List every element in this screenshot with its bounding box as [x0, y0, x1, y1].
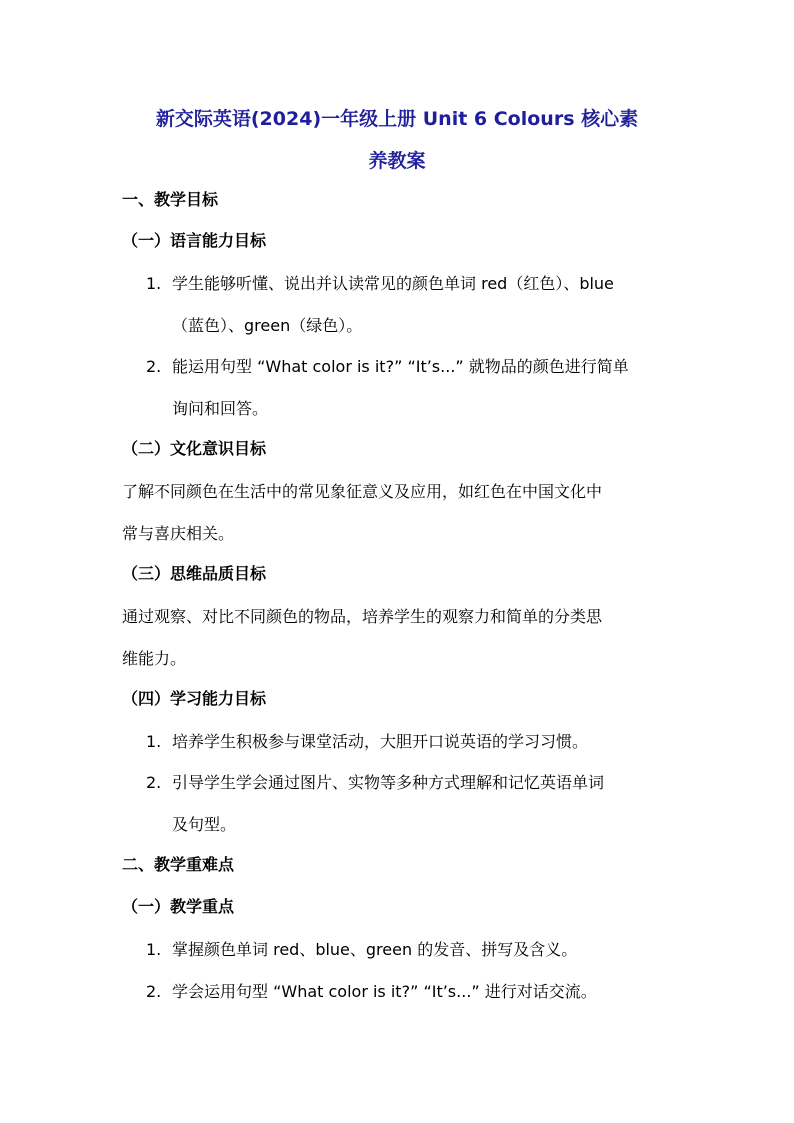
subsection-heading-thinking-quality: （三）思维品质目标 — [122, 564, 267, 583]
paragraph-text: 通过观察、对比不同颜色的物品，培养学生的观察力和简单的分类思 — [122, 607, 603, 626]
paragraph-text-continued: 常与喜庆相关。 — [122, 524, 235, 543]
list-item-number: 1. — [146, 940, 162, 959]
list-item-text: 能运用句型 “What color is it?” “It’s...” 就物品的颜色进行简单 — [172, 357, 629, 376]
paragraph-text: 了解不同颜色在生活中的常见象征意义及应用，如红色在中国文化中 — [122, 482, 603, 501]
subsection-heading-teaching-focus: （一）教学重点 — [122, 897, 235, 916]
list-item-text: 掌握颜色单词 red、blue、green 的发音、拼写及含义。 — [172, 940, 578, 959]
list-item-number: 1. — [146, 274, 162, 293]
list-item-number: 2. — [146, 357, 162, 376]
list-item-text: 培养学生积极参与课堂活动，大胆开口说英语的学习习惯。 — [172, 732, 589, 751]
list-item-text-continued: 及句型。 — [172, 815, 237, 834]
list-item-text-continued: 询问和回答。 — [172, 399, 269, 418]
document-title-line-2: 养教案 — [368, 150, 426, 172]
list-item-text: 学会运用句型 “What color is it?” “It’s...” 进行对话交流。 — [172, 982, 597, 1001]
paragraph-text-continued: 维能力。 — [122, 649, 187, 668]
subsection-heading-learning-ability: （四）学习能力目标 — [122, 689, 267, 708]
list-item-text: 学生能够听懂、说出并认读常见的颜色单词 red（红色）、blue — [172, 274, 614, 293]
list-item-text-continued: （蓝色）、green（绿色）。 — [172, 316, 363, 335]
section-heading-key-difficult-points: 二、教学重难点 — [122, 855, 235, 874]
subsection-heading-cultural-awareness: （二）文化意识目标 — [122, 439, 267, 458]
list-item-number: 2. — [146, 773, 162, 792]
list-item-number: 2. — [146, 982, 162, 1001]
section-heading-teaching-objectives: 一、教学目标 — [122, 190, 219, 209]
subsection-heading-language-ability: （一）语言能力目标 — [122, 231, 267, 250]
list-item-text: 引导学生学会通过图片、实物等多种方式理解和记忆英语单词 — [172, 773, 605, 792]
document-title-line-1: 新交际英语(2024)一年级上册 Unit 6 Colours 核心素 — [155, 108, 639, 130]
list-item-number: 1. — [146, 732, 162, 751]
